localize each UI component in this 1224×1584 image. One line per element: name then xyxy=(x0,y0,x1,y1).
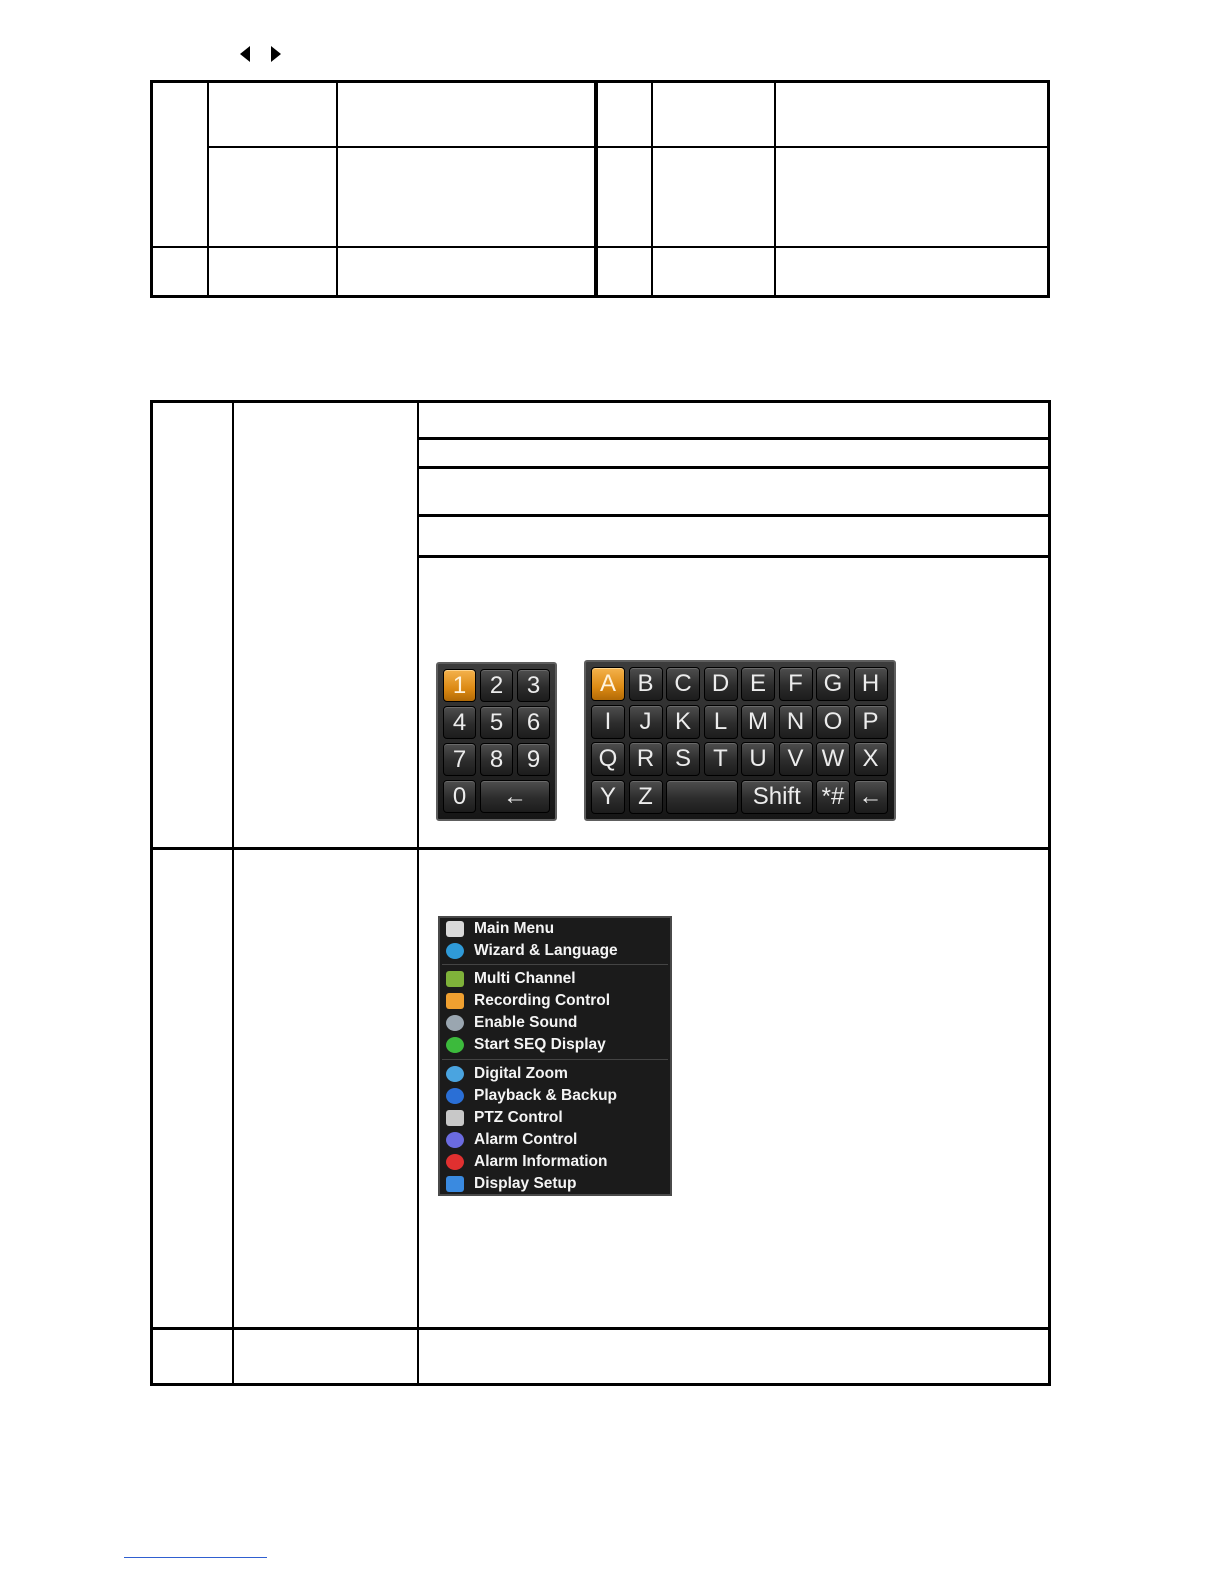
letter-key[interactable]: Y xyxy=(591,780,625,814)
menu-item-label: Digital Zoom xyxy=(474,1065,568,1082)
menu-item[interactable] xyxy=(442,1034,668,1056)
menu-item[interactable] xyxy=(442,1085,668,1107)
table-cell xyxy=(153,83,207,246)
numeric-key[interactable]: 4 xyxy=(443,706,476,739)
letter-key[interactable]: J xyxy=(629,705,663,739)
menu-item[interactable] xyxy=(442,1151,668,1173)
table-divider xyxy=(594,83,598,295)
alpha-keypad xyxy=(584,660,896,821)
menu-separator xyxy=(442,964,668,965)
numeric-key[interactable]: 9 xyxy=(517,743,550,776)
display-icon xyxy=(446,1176,464,1192)
letter-key[interactable]: H xyxy=(854,667,888,701)
menu-item-label: Recording Control xyxy=(474,992,611,1009)
menu-item[interactable] xyxy=(442,1107,668,1129)
letter-key[interactable]: K xyxy=(666,705,700,739)
menu-item[interactable] xyxy=(442,918,668,940)
table-divider xyxy=(419,514,1048,517)
letter-key[interactable]: W xyxy=(816,742,850,776)
speaker-icon xyxy=(446,1015,464,1031)
menu-item[interactable] xyxy=(442,968,668,990)
table-divider xyxy=(417,403,419,1383)
menu-item[interactable] xyxy=(442,990,668,1012)
letter-key[interactable]: X xyxy=(854,742,888,776)
table-top xyxy=(150,80,1050,298)
menu-item[interactable] xyxy=(442,1012,668,1034)
numeric-key[interactable]: 8 xyxy=(480,743,513,776)
arrow-keys-glyph xyxy=(236,44,286,66)
table-divider xyxy=(153,1327,1048,1330)
letter-key[interactable]: T xyxy=(704,742,738,776)
letter-key[interactable]: P xyxy=(854,705,888,739)
multi-channel-icon xyxy=(446,971,464,987)
menu-item[interactable] xyxy=(442,1173,668,1195)
menu-item-label: Enable Sound xyxy=(474,1014,578,1031)
camera-icon xyxy=(446,1110,464,1126)
numeric-key[interactable]: 0 xyxy=(443,780,476,813)
table-cell xyxy=(153,248,207,295)
numeric-key[interactable]: 5 xyxy=(480,706,513,739)
alarm-control-icon xyxy=(446,1132,464,1148)
right-triangle-icon xyxy=(271,46,281,62)
letter-key[interactable]: D xyxy=(704,667,738,701)
space-key[interactable] xyxy=(666,780,738,814)
menu-item[interactable] xyxy=(442,940,668,962)
right-click-menu xyxy=(438,916,672,1196)
numeric-key[interactable]: 7 xyxy=(443,743,476,776)
letter-key[interactable]: V xyxy=(779,742,813,776)
left-triangle-icon xyxy=(240,46,250,62)
letter-key[interactable]: R xyxy=(629,742,663,776)
numeric-key[interactable]: 1 xyxy=(443,669,476,702)
sequence-icon xyxy=(446,1037,464,1053)
letter-key[interactable]: N xyxy=(779,705,813,739)
menu-item-label: Alarm Control xyxy=(474,1131,578,1148)
alert-icon xyxy=(446,1154,464,1170)
menu-separator xyxy=(442,1059,668,1060)
home-icon xyxy=(446,921,464,937)
shift-key[interactable]: Shift xyxy=(741,780,813,814)
numeric-key[interactable]: 2 xyxy=(480,669,513,702)
letter-key[interactable]: Z xyxy=(629,780,663,814)
letter-key[interactable]: L xyxy=(704,705,738,739)
table-divider xyxy=(153,847,1048,850)
letter-key[interactable]: Q xyxy=(591,742,625,776)
recording-icon xyxy=(446,993,464,1009)
table-divider xyxy=(774,83,776,295)
letter-key[interactable]: I xyxy=(591,705,625,739)
table-divider xyxy=(651,83,653,295)
letter-key[interactable]: S xyxy=(666,742,700,776)
letter-key[interactable]: A xyxy=(591,667,625,701)
footer-link-underline xyxy=(124,1557,267,1558)
menu-item[interactable] xyxy=(442,1063,668,1085)
menu-item-label: PTZ Control xyxy=(474,1109,563,1126)
menu-item[interactable] xyxy=(442,1129,668,1151)
table-divider xyxy=(232,403,234,1383)
table-divider xyxy=(419,466,1048,469)
letter-key[interactable]: E xyxy=(741,667,775,701)
table-divider xyxy=(336,83,338,295)
table-divider xyxy=(207,83,209,295)
letter-key[interactable]: U xyxy=(741,742,775,776)
numeric-key[interactable]: 3 xyxy=(517,669,550,702)
magnifier-icon xyxy=(446,1066,464,1082)
letter-key[interactable]: C xyxy=(666,667,700,701)
letter-key[interactable]: O xyxy=(816,705,850,739)
table-divider xyxy=(207,146,1047,148)
menu-item-label: Alarm Information xyxy=(474,1153,608,1170)
backspace-key[interactable]: ← xyxy=(480,780,550,813)
backspace-key[interactable]: ← xyxy=(854,780,888,814)
menu-item-label: Start SEQ Display xyxy=(474,1036,606,1053)
table-divider xyxy=(419,437,1048,440)
menu-item-label: Playback & Backup xyxy=(474,1087,618,1104)
numeric-key[interactable]: 6 xyxy=(517,706,550,739)
numeric-keypad xyxy=(436,662,557,821)
letter-key[interactable]: G xyxy=(816,667,850,701)
table-divider xyxy=(153,246,1047,248)
letter-key[interactable]: M xyxy=(741,705,775,739)
menu-item-label: Multi Channel xyxy=(474,970,576,987)
globe-icon xyxy=(446,943,464,959)
table-bottom xyxy=(150,400,1051,1386)
menu-item-label: Main Menu xyxy=(474,920,555,937)
menu-item-label: Display Setup xyxy=(474,1175,577,1192)
play-icon xyxy=(446,1088,464,1104)
symbol-key[interactable]: *# xyxy=(816,780,850,814)
letter-key[interactable]: B xyxy=(629,667,663,701)
table-divider xyxy=(419,555,1048,558)
menu-item-label: Wizard & Language xyxy=(474,942,618,959)
letter-key[interactable]: F xyxy=(779,667,813,701)
